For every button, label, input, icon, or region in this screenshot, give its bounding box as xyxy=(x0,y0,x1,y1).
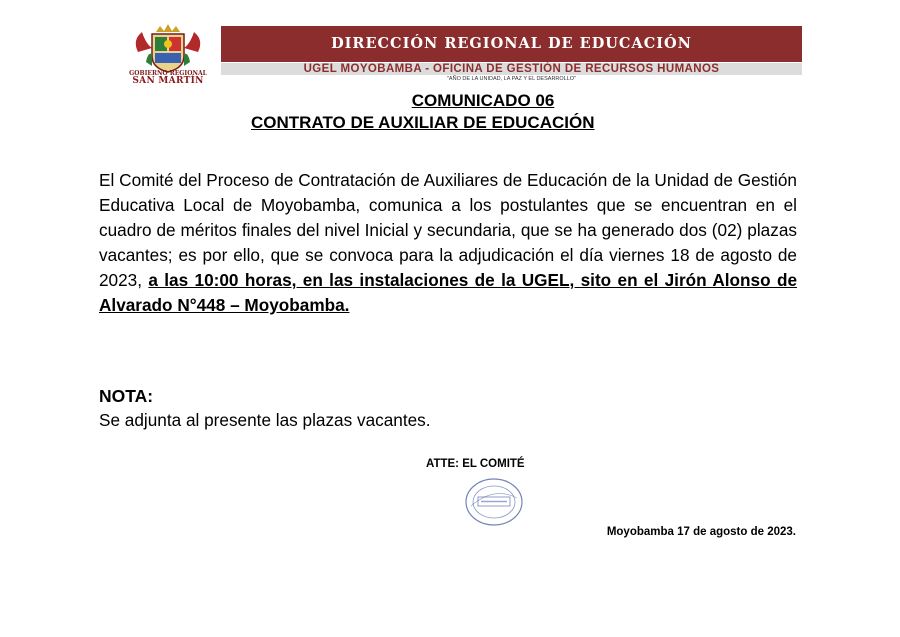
banner-title: DIRECCIÓN REGIONAL DE EDUCACIÓN xyxy=(221,26,802,62)
nota-heading: NOTA: xyxy=(99,386,154,406)
official-stamp xyxy=(463,476,525,528)
banner-subtitle: UGEL MOYOBAMBA - OFICINA DE GESTIÓN DE RECURSOS HUMANOS xyxy=(221,63,802,75)
header-banner xyxy=(221,26,802,82)
body-text-plain: El Comité del Proceso de Contratación de Auxiliares de Educación de la Unidad de Gestión Educativa Local de Moyobamba, comunica a los postulantes que se encuentran en el cuadro de méritos finales del nivel Inicial y secundaria, que se ha generado dos (02) plazas vacantes; es por ello, que se convoca para la adjudicación el día viernes 18 de agosto de 2023, xyxy=(99,170,797,290)
logo-caption-line2: SAN MARTÍN xyxy=(132,76,204,86)
nota-text: Se adjunta al presente las plazas vacantes. xyxy=(99,410,431,430)
document-title: COMUNICADO 06 xyxy=(411,91,555,110)
banner-motto: "AÑO DE LA UNIDAD, LA PAZ Y EL DESARROLLO" xyxy=(446,76,577,82)
body-paragraph xyxy=(99,168,797,318)
body-text-emphasis: a las 10:00 horas, en las instalaciones de la UGEL, sito en el Jirón Alonso de Alvarado N°448 – Moyobamba. xyxy=(99,270,797,315)
document-subtitle: CONTRATO DE AUXILIAR DE EDUCACIÓN xyxy=(251,113,595,132)
document-date: Moyobamba 17 de agosto de 2023. xyxy=(606,526,796,538)
logo-caption-line1: GOBIERNO REGIONAL xyxy=(129,70,207,77)
signature-line: ATTE: EL COMITÉ xyxy=(426,458,525,470)
